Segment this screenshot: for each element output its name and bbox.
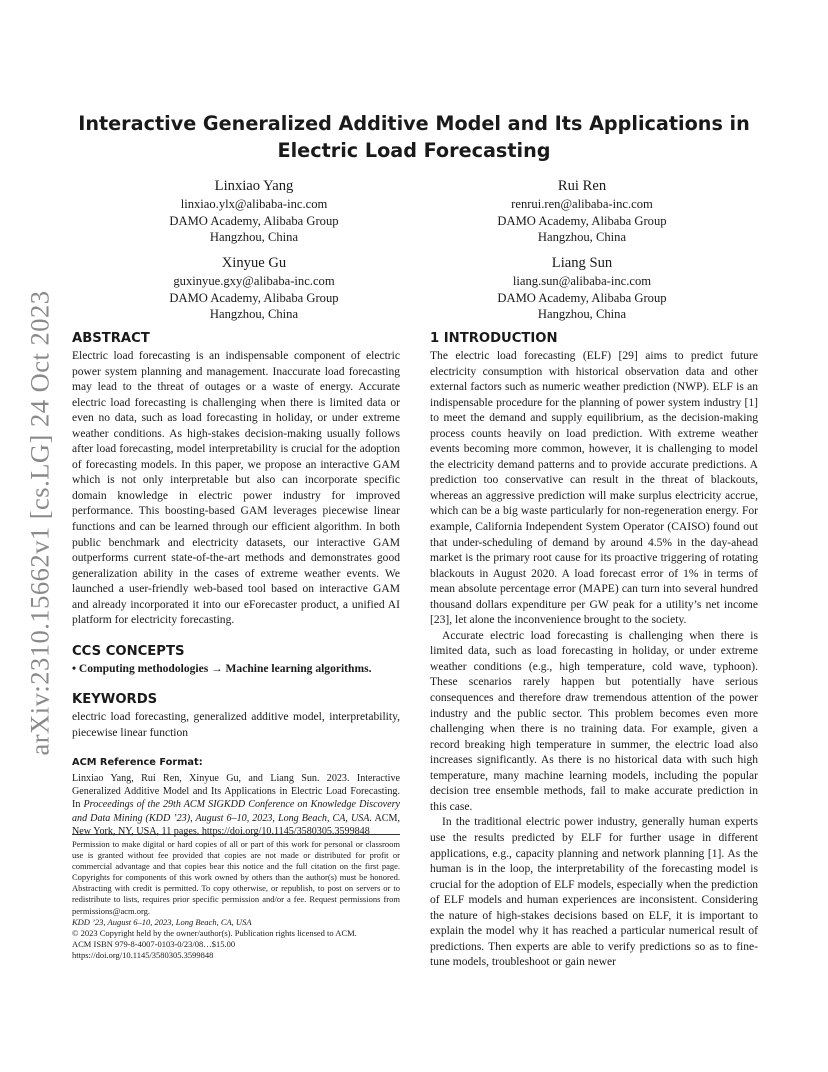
- acm-reference: [72, 755, 400, 838]
- isbn-line: ACM ISBN 979-8-4007-0103-0/23/08…$15.00: [72, 938, 236, 949]
- author-affiliation: DAMO Academy, Alibaba Group: [169, 290, 339, 305]
- author-email[interactable]: renrui.ren@alibaba-inc.com: [511, 197, 653, 211]
- author-block-2: [412, 177, 752, 246]
- arxiv-stamp-text: arXiv:2310.15662v1 [cs.LG] 24 Oct 2023: [24, 290, 55, 756]
- author-name: Rui Ren: [557, 178, 607, 194]
- author-location: Hangzhou, China: [537, 307, 627, 321]
- author-location: Hangzhou, China: [209, 230, 299, 244]
- author-affiliation: DAMO Academy, Alibaba Group: [497, 290, 667, 305]
- author-email[interactable]: liang.sun@alibaba-inc.com: [512, 274, 652, 288]
- author-location: Hangzhou, China: [537, 230, 627, 244]
- author-email[interactable]: linxiao.ylx@alibaba-inc.com: [180, 197, 328, 211]
- author-email[interactable]: guxinyue.gxy@alibaba-inc.com: [173, 274, 335, 288]
- permission-block: [72, 834, 400, 961]
- doi-line[interactable]: https://doi.org/10.1145/3580305.3599848: [72, 949, 214, 960]
- acm-ref-authors: Linxiao Yang, Rui Ren, Xinyue Gu, and Liang Sun. 2023. Interactive Generalized Additive Model and Its Applications in Electric Load Forecasting. In: [72, 773, 400, 811]
- intro-paragraph-3: In the traditional electric power industry, generally human experts use the results predicted by ELF for further usage in different applications, e.g., capacity planning and network planning [1]. As the human is in the loop, the interpretability of the forecasting model is crucial for the adoption of ELF models, especially when the prediction of ELF models and human experiences are inconsistent. Considering the nature of high-stakes decisions based on ELF, it is important to explain the model why it has reached a particular numerical result of predictions. Then experts are able to verify predictions so as to fine-tune models, troubleshoot or gain newer: [430, 816, 758, 969]
- introduction-heading: 1 INTRODUCTION: [430, 331, 558, 346]
- left-column: [72, 330, 400, 838]
- venue-line: KDD ’23, August 6–10, 2023, Long Beach, CA, USA: [72, 916, 252, 927]
- acm-reference-heading: ACM Reference Format:: [72, 757, 203, 769]
- author-block-3: [84, 254, 424, 323]
- acm-ref-publisher: ACM, New York, NY, USA, 11 pages. https://doi.org/10.1145/3580305.3599848: [72, 812, 400, 837]
- intro-paragraph-2: Accurate electric load forecasting is challenging when there is limited data, such as load forecasting in holiday, or under extreme weather conditions (e.g., high temperature, cold wave, typhoon). These scenarios rarely happen but potentially have serious consequences and therefore draw tremendous attention of the power industry and the public sector. This problem becomes even more challenging when there is no training data. For example, given a record breaking high temperature in summer, the electric load also increases significantly. As there is no historical data with such high temperature, many machine learning models, including the popular decision tree ensemble methods, fail to make accurate prediction in this case.: [430, 629, 758, 813]
- acm-reference-text: [72, 772, 400, 838]
- author-name: Liang Sun: [551, 255, 613, 271]
- abstract-text: Electric load forecasting is an indispensable component of electric power system planning and management. Inaccurate load forecasting may lead to the threat of outages or a waste of energy. Accurate electric load forecasting is challenging when there is limited data or even no data, such as load forecasting in holiday, or under extreme weather conditions. As high-stakes decision-making usually follows after load forecasting, model interpretability is crucial for the adoption of forecasting models. In this paper, we propose an interactive GAM which is not only interpretable but also can incorporate specific domain knowledge in electric power industry for improved performance. This boosting-based GAM leverages piecewise linear functions and can be learned through our efficient algorithm. In both public benchmark and electricity datasets, our interactive GAM outperforms current state-of-the-art methods and demonstrates good generalization ability in the cases of extreme weather events. We launched a user-friendly web-based tool based on interactive GAM and already incorporated it into our eForecaster product, a unified AI platform for electricity forecasting.: [72, 350, 400, 627]
- author-affiliation: DAMO Academy, Alibaba Group: [169, 213, 339, 228]
- author-block-4: [412, 254, 752, 323]
- ccs-heading: CCS CONCEPTS: [72, 643, 185, 659]
- arxiv-stamp: [14, 289, 66, 757]
- keywords-text: electric load forecasting, generalized additive model, interpretability, piecewise linear function: [72, 711, 400, 739]
- author-affiliation: DAMO Academy, Alibaba Group: [497, 213, 667, 228]
- author-location: Hangzhou, China: [209, 307, 299, 321]
- author-name: Xinyue Gu: [221, 255, 287, 271]
- acm-ref-venue: Proceedings of the 29th ACM SIGKDD Conference on Knowledge Discovery and Data Mining (KDD ’23), August 6–10, 2023, Long Beach, CA, USA.: [72, 799, 400, 824]
- permission-text: Permission to make digital or hard copies of all or part of this work for personal or classroom use is granted without fee provided that copies are not made or distributed for profit or commercial advantage and that copies bear this notice and the full citation on the first page. Copyrights for components of this work owned by others than the author(s) must be honored. Abstracting with credit is permitted. To copy otherwise, or republish, to post on servers or to redistribute to lists, requires prior specific permission and/or a fee. Request permissions from permissions@acm.org.: [72, 839, 400, 916]
- right-column: [430, 330, 758, 971]
- author-block-1: [84, 177, 424, 246]
- author-name: Linxiao Yang: [214, 178, 294, 194]
- copyright-line: © 2023 Copyright held by the owner/author(s). Publication rights licensed to ACM.: [72, 927, 357, 938]
- footnote-rule: [72, 834, 400, 835]
- intro-paragraph-1: The electric load forecasting (ELF) [29] aims to predict future electricity consumption with historical observation data and other external factors such as numeric weather prediction (NWP). ELF is an indispensable procedure for the planning of power system industry [1] to meet the demand and supply equilibrium, as the decision-making process counts heavily on load prediction. With extreme weather events becoming more common, however, it is challenging to model the electricity demand patterns and to provide accurate predictions. A prediction too conservative can result in the threat of blackouts, whereas an aggressive prediction will make surplus electricity accrue, which can be a big waste particularly for non-regeneration energy. For example, California Independent System Operator (CAISO) found out that under-scheduling of demand by around 4.5% in the day-ahead market is the primary root cause for its proactive triggering of rotating blackouts in August 2020. A load forecast error of 1% in terms of mean absolute percentage error (MAPE) can turn into several hundred thousand dollars expenditure per GW peak for a utility’s net income [23], let alone the inconvenience brought to the society.: [430, 350, 758, 627]
- ccs-text: • Computing methodologies → Machine learning algorithms.: [72, 662, 372, 675]
- abstract-heading: ABSTRACT: [72, 331, 150, 346]
- paper-title: Interactive Generalized Additive Model and Its Applications in Electric Load Forecasting: [78, 112, 750, 162]
- keywords-heading: KEYWORDS: [72, 692, 158, 708]
